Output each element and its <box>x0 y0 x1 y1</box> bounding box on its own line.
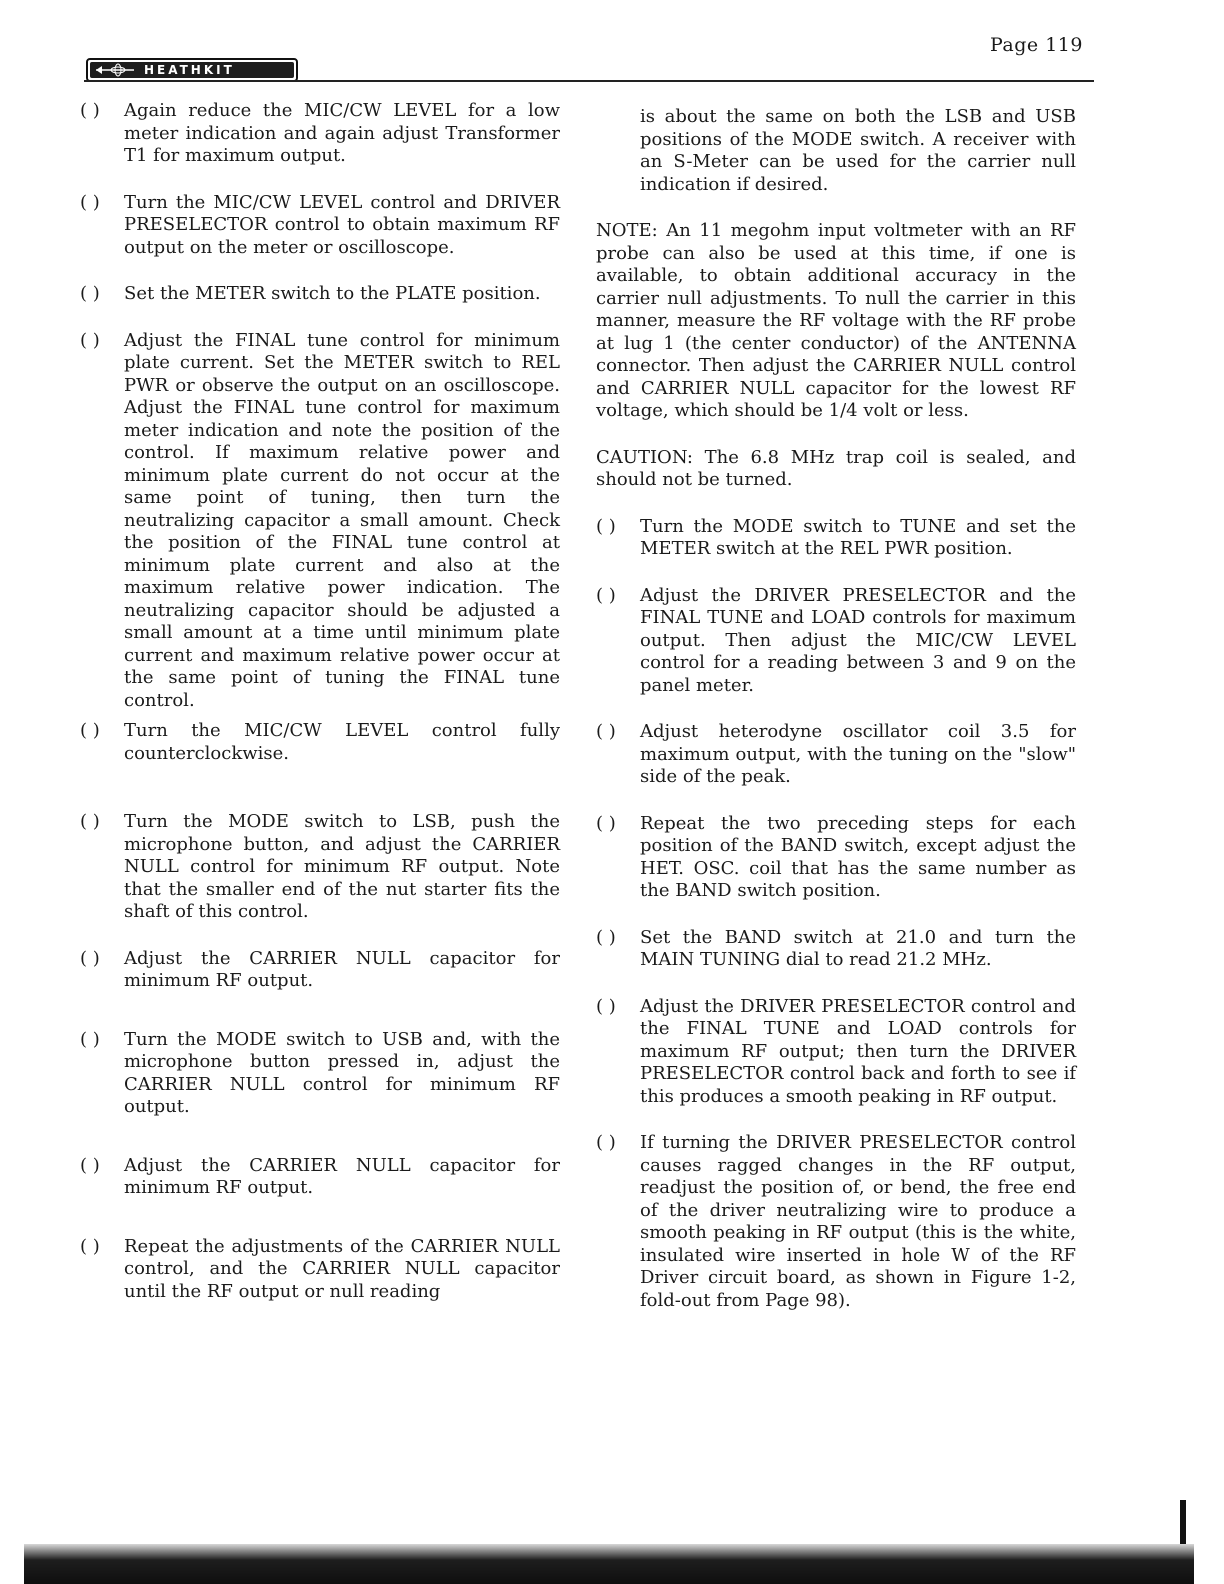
step-checkbox[interactable]: ( ) <box>80 1028 100 1050</box>
step-checkbox[interactable]: ( ) <box>596 812 616 834</box>
step-text: If turning the DRIVER PRESELECTOR control causes ragged changes in the RF output, readjust the position of, or bend, the free end of the driver neutralizing wire to produce a smooth peaking in RF output (this is the white, insulated wire inserted in hole W of the RF Driver circuit board, as shown in Figure 1-2, fold-out from Page 98). <box>640 1132 1076 1311</box>
step-checkbox[interactable]: ( ) <box>80 283 100 304</box>
step-checkbox[interactable]: ( ) <box>596 721 616 742</box>
step-text: Turn the MODE switch to LSB, push the microphone button, and adjust the CARRIER NULL control for minimum RF output. Note that the smaller end of the nut starter fits the shaft of this control. <box>124 811 560 922</box>
step-text: Set the METER switch to the PLATE position. <box>124 283 541 304</box>
step-text: Adjust heterodyne oscillator coil 3.5 for maximum output, with the tuning on the "slow" side of the peak. <box>640 721 1076 787</box>
step-reduce-mic-level <box>80 100 560 168</box>
step-text: Turn the MODE switch to USB and, with the microphone button pressed in, adjust the CARRIER NULL control for minimum RF output. <box>124 1028 560 1117</box>
note-paragraph: NOTE: An 11 megohm input voltmeter with an RF probe can also be used at this time, if one is available, to obtain additional accuracy in the carrier null adjustments. To null the carrier in this manner, measure the RF voltage with the RF probe at lug 1 (the center conductor) of the ANTENNA connector. Then adjust the CARRIER NULL control and CARRIER NULL capacitor for the lowest RF voltage, which should be 1/4 volt or less. <box>596 220 1076 421</box>
step-mic-level-driver-preselector <box>80 192 560 260</box>
step-heterodyne-coil <box>596 721 1076 789</box>
step-carrier-null-capacitor-1 <box>80 948 560 993</box>
step-text: Turn the MODE switch to TUNE and set the METER switch at the REL PWR position. <box>640 515 1076 559</box>
step-checkbox[interactable]: ( ) <box>596 584 616 606</box>
left-column <box>80 100 560 1303</box>
step-checkbox[interactable]: ( ) <box>80 329 100 351</box>
step-checkbox[interactable]: ( ) <box>80 100 100 121</box>
step-checkbox[interactable]: ( ) <box>596 515 616 537</box>
step-text: Adjust the FINAL tune control for minimum plate current. Set the METER switch to REL PWR or observe the output on an oscilloscope. Adjust the FINAL tune control for maximum meter indication and note the position of the control. If maximum relative power and minimum plate current do not occur at the same point of tuning, then turn the neutralizing capacitor a small amount. Check the position of the FINAL tune control at minimum plate current and also at the maximum relative power indication. The neutralizing capacitor should be adjusted a small amount at a time until minimum plate current and maximum relative power occur at the same point of tuning the FINAL tune control. <box>124 329 560 711</box>
step-text: Again reduce the MIC/CW LEVEL for a low meter indication and again adjust Transformer T1 for maximum output. <box>124 100 560 166</box>
step-text: Adjust the CARRIER NULL capacitor for minimum RF output. <box>124 1154 560 1198</box>
step-checkbox[interactable]: ( ) <box>80 811 100 832</box>
caution-paragraph: CAUTION: The 6.8 MHz trap coil is sealed, and should not be turned. <box>596 446 1076 490</box>
step-carrier-null-capacitor-2 <box>80 1155 560 1200</box>
step-mode-lsb-carrier-null <box>80 811 560 924</box>
step-adjust-driver-final-load <box>596 585 1076 698</box>
step-meter-plate <box>80 283 560 306</box>
header-divider <box>84 80 1094 82</box>
step-repeat-each-band <box>596 813 1076 903</box>
step-text: Turn the MIC/CW LEVEL control fully counterclockwise. <box>124 720 560 764</box>
step-checkbox[interactable]: ( ) <box>80 720 100 741</box>
step-checkbox[interactable]: ( ) <box>596 926 616 948</box>
heathkit-logo <box>86 58 298 82</box>
step-checkbox[interactable]: ( ) <box>596 995 616 1017</box>
step-checkbox[interactable]: ( ) <box>80 191 100 213</box>
step-band-21 <box>596 927 1076 972</box>
heathkit-atom-arrow-icon <box>94 63 138 77</box>
step-text: Adjust the CARRIER NULL capacitor for minimum RF output. <box>124 947 560 991</box>
page-number: Page 119 <box>990 34 1083 56</box>
step-checkbox[interactable]: ( ) <box>80 1154 100 1176</box>
step-adjust-final-tune <box>80 330 560 713</box>
step-checkbox[interactable]: ( ) <box>80 947 100 969</box>
step-repeat-carrier-null <box>80 1236 560 1304</box>
step-text: Set the BAND switch at 21.0 and turn the MAIN TUNING dial to read 21.2 MHz. <box>640 926 1076 970</box>
step-text: Adjust the DRIVER PRESELECTOR control and the FINAL TUNE and LOAD controls for maximum RF output; then turn the DRIVER PRESELECTOR control back and forth to see if this produces a smooth peaking in RF output. <box>640 995 1076 1107</box>
step-text: Adjust the DRIVER PRESELECTOR and the FINAL TUNE and LOAD controls for maximum output. Then adjust the MIC/CW LEVEL control for a reading between 3 and 9 on the panel meter. <box>640 584 1076 696</box>
step-text: Turn the MIC/CW LEVEL control and DRIVER PRESELECTOR control to obtain maximum RF output on the meter or oscilloscope. <box>124 191 560 258</box>
step-driver-preselector-peaking <box>596 996 1076 1109</box>
scan-bottom-border <box>24 1544 1194 1584</box>
step-checkbox[interactable]: ( ) <box>596 1132 616 1153</box>
logo-text: HEATHKIT <box>144 63 235 77</box>
step-text: Repeat the two preceding steps for each position of the BAND switch, except adjust the HET. OSC. coil that has the same number as the BAND switch position. <box>640 812 1076 901</box>
step-text: Repeat the adjustments of the CARRIER NULL control, and the CARRIER NULL capacitor until the RF output or null reading <box>124 1235 560 1302</box>
step-mode-tune <box>596 516 1076 561</box>
continuation-text: is about the same on both the LSB and USB positions of the MODE switch. A receiver with an S-Meter can be used for the carrier null indication if desired. <box>640 106 1076 195</box>
logo-badge <box>90 62 294 78</box>
step-mode-usb-carrier-null <box>80 1029 560 1119</box>
right-column <box>596 106 1076 1312</box>
step-neutralizing-wire <box>596 1132 1076 1312</box>
step-checkbox[interactable]: ( ) <box>80 1235 100 1257</box>
step-mic-level-ccw <box>80 720 560 765</box>
